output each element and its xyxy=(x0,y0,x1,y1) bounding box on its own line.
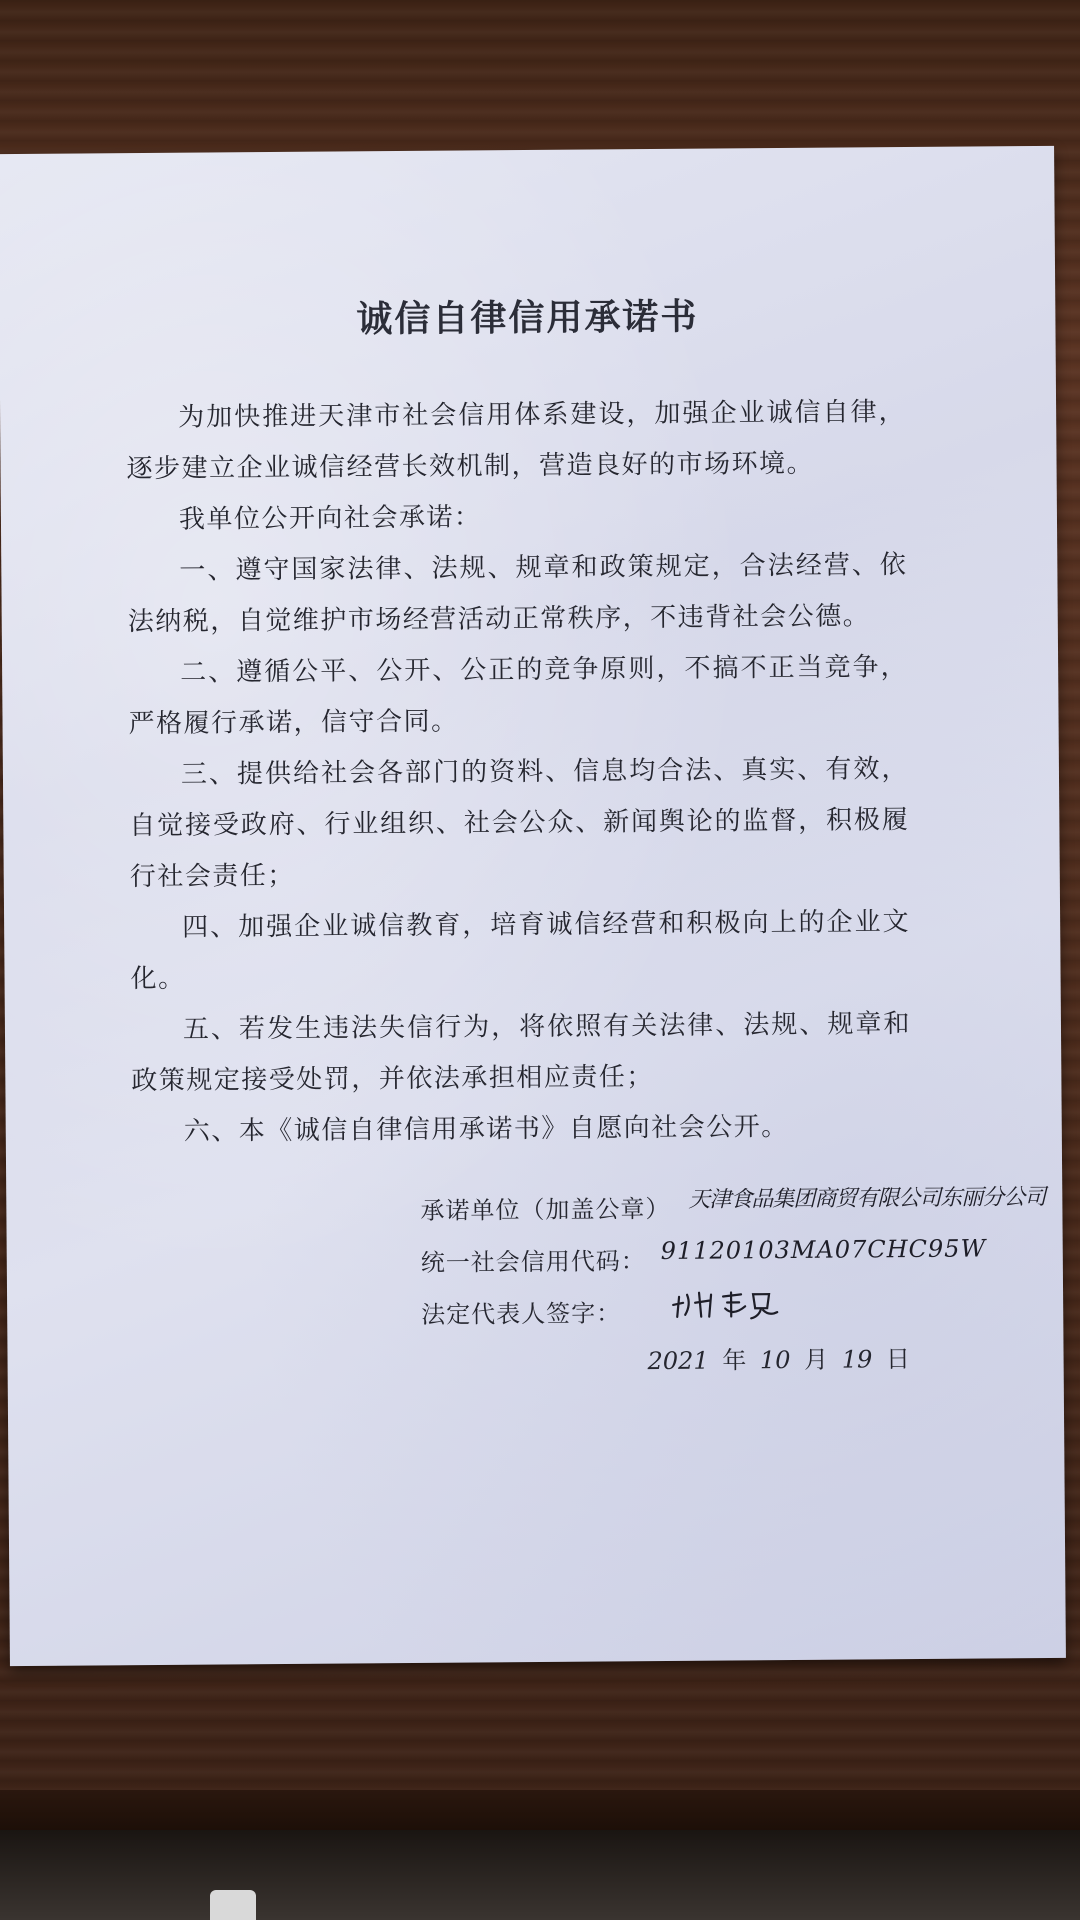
date-month: 10 xyxy=(759,1345,791,1375)
unit-label: 承诺单位（加盖公章） xyxy=(420,1194,671,1225)
paragraph-item-3: 三、提供给社会各部门的资料、信息均合法、真实、有效，自觉接受政府、行业组织、社会公众、新闻舆论的监督，积极履行社会责任； xyxy=(129,754,910,893)
paragraph-commitment: 我单位公开向社会承诺： xyxy=(178,502,482,535)
table-edge xyxy=(0,1790,1080,1830)
date-day: 19 xyxy=(841,1345,873,1374)
document-body xyxy=(126,387,912,1158)
date-year-unit: 年 xyxy=(722,1346,747,1375)
credit-code-handwritten: 91120103MA07CHC95W xyxy=(660,1234,987,1265)
document-title: 诚信自律信用承诺书 xyxy=(356,296,699,341)
paragraph-intro: 为加快推进天津市社会信用体系建设，加强企业诚信自律，逐步建立企业诚信经营长效机制，营造良好的市场环境。 xyxy=(126,397,907,485)
date-day-unit: 日 xyxy=(885,1345,911,1374)
paragraph-item-5: 五、若发生违法失信行为，将依照有关法律、法规、规章和政策规定接受处罚，并依法承担相应责任； xyxy=(131,1009,912,1097)
paragraph-item-2: 二、遵循公平、公开、公正的竞争原则，不搞不正当竞争，严格履行承诺，信守合同。 xyxy=(128,652,909,740)
paragraph-item-1: 一、遵守国家法律、法规、规章和政策规定，合法经营、依法纳税，自觉维护市场经营活动正常秩序，不违背社会公德。 xyxy=(127,550,908,638)
credit-code-label: 统一社会信用代码： xyxy=(420,1247,646,1277)
paragraph-item-6: 六、本《诚信自律信用承诺书》自愿向社会公开。 xyxy=(183,1111,789,1147)
signature-block xyxy=(420,1184,1061,1376)
paragraph-item-4: 四、加强企业诚信教育，培育诚信经营和积极向上的企业文化。 xyxy=(130,907,911,995)
power-plug xyxy=(210,1890,256,1920)
rep-label: 法定代表人签字： xyxy=(421,1299,622,1329)
floor xyxy=(0,1830,1080,1920)
date-row xyxy=(647,1339,916,1376)
date-year: 2021 xyxy=(647,1346,709,1376)
rep-row xyxy=(421,1290,1061,1347)
company-name-handwritten: 天津食品集团商贸有限公司东丽分公司 xyxy=(688,1184,1046,1213)
date-month-unit: 月 xyxy=(804,1345,829,1374)
handwritten-signature xyxy=(665,1281,875,1323)
paper-sheet xyxy=(0,146,1066,1666)
